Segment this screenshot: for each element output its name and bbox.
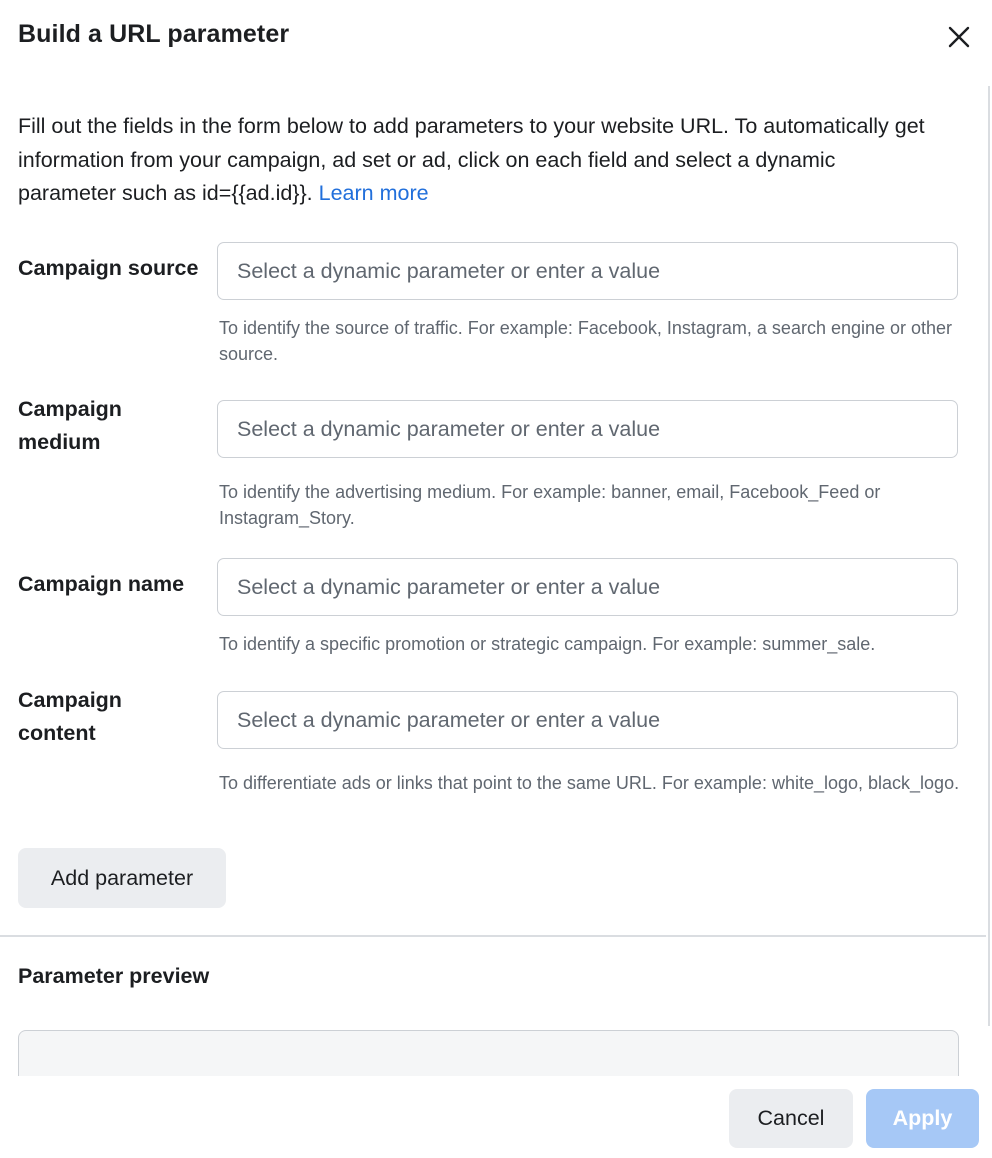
intro-text [18, 110, 938, 211]
close-icon [948, 26, 970, 48]
section-divider [0, 935, 986, 937]
campaign-content-input[interactable] [217, 691, 958, 749]
parameter-preview-title: Parameter preview [18, 964, 210, 988]
campaign-medium-help: To identify the advertising medium. For example: banner, email, Facebook_Feed or Instagram_Story. [219, 482, 881, 528]
intro-body: Fill out the fields in the form below to add parameters to your website URL. To automatically get information from your campaign, ad set or ad, click on each field and select a dynamic parameter such as id={{ad.id}}. [18, 114, 925, 205]
dialog-title: Build a URL parameter [18, 20, 290, 48]
close-button[interactable] [942, 20, 976, 54]
parameter-preview-box [18, 1030, 959, 1076]
campaign-name-label: Campaign name [18, 572, 185, 596]
cancel-button[interactable]: Cancel [729, 1089, 853, 1148]
campaign-name-input[interactable] [217, 558, 958, 616]
campaign-content-help: To differentiate ads or links that point to the same URL. For example: white_logo, black_logo. [219, 773, 960, 793]
campaign-source-input[interactable] [217, 242, 958, 300]
apply-button[interactable]: Apply [866, 1089, 979, 1148]
campaign-medium-input[interactable] [217, 400, 958, 458]
scrollbar[interactable] [988, 86, 990, 1026]
campaign-source-label: Campaign source [18, 256, 199, 280]
campaign-name-help: To identify a specific promotion or strategic campaign. For example: summer_sale. [219, 634, 876, 654]
add-parameter-button[interactable]: Add parameter [18, 848, 226, 908]
campaign-source-help: To identify the source of traffic. For example: Facebook, Instagram, a search engine or other source. [219, 318, 953, 364]
learn-more-link[interactable]: Learn more [318, 181, 429, 205]
campaign-content-label: Campaign content [18, 688, 122, 745]
campaign-medium-label: Campaign medium [18, 397, 122, 454]
